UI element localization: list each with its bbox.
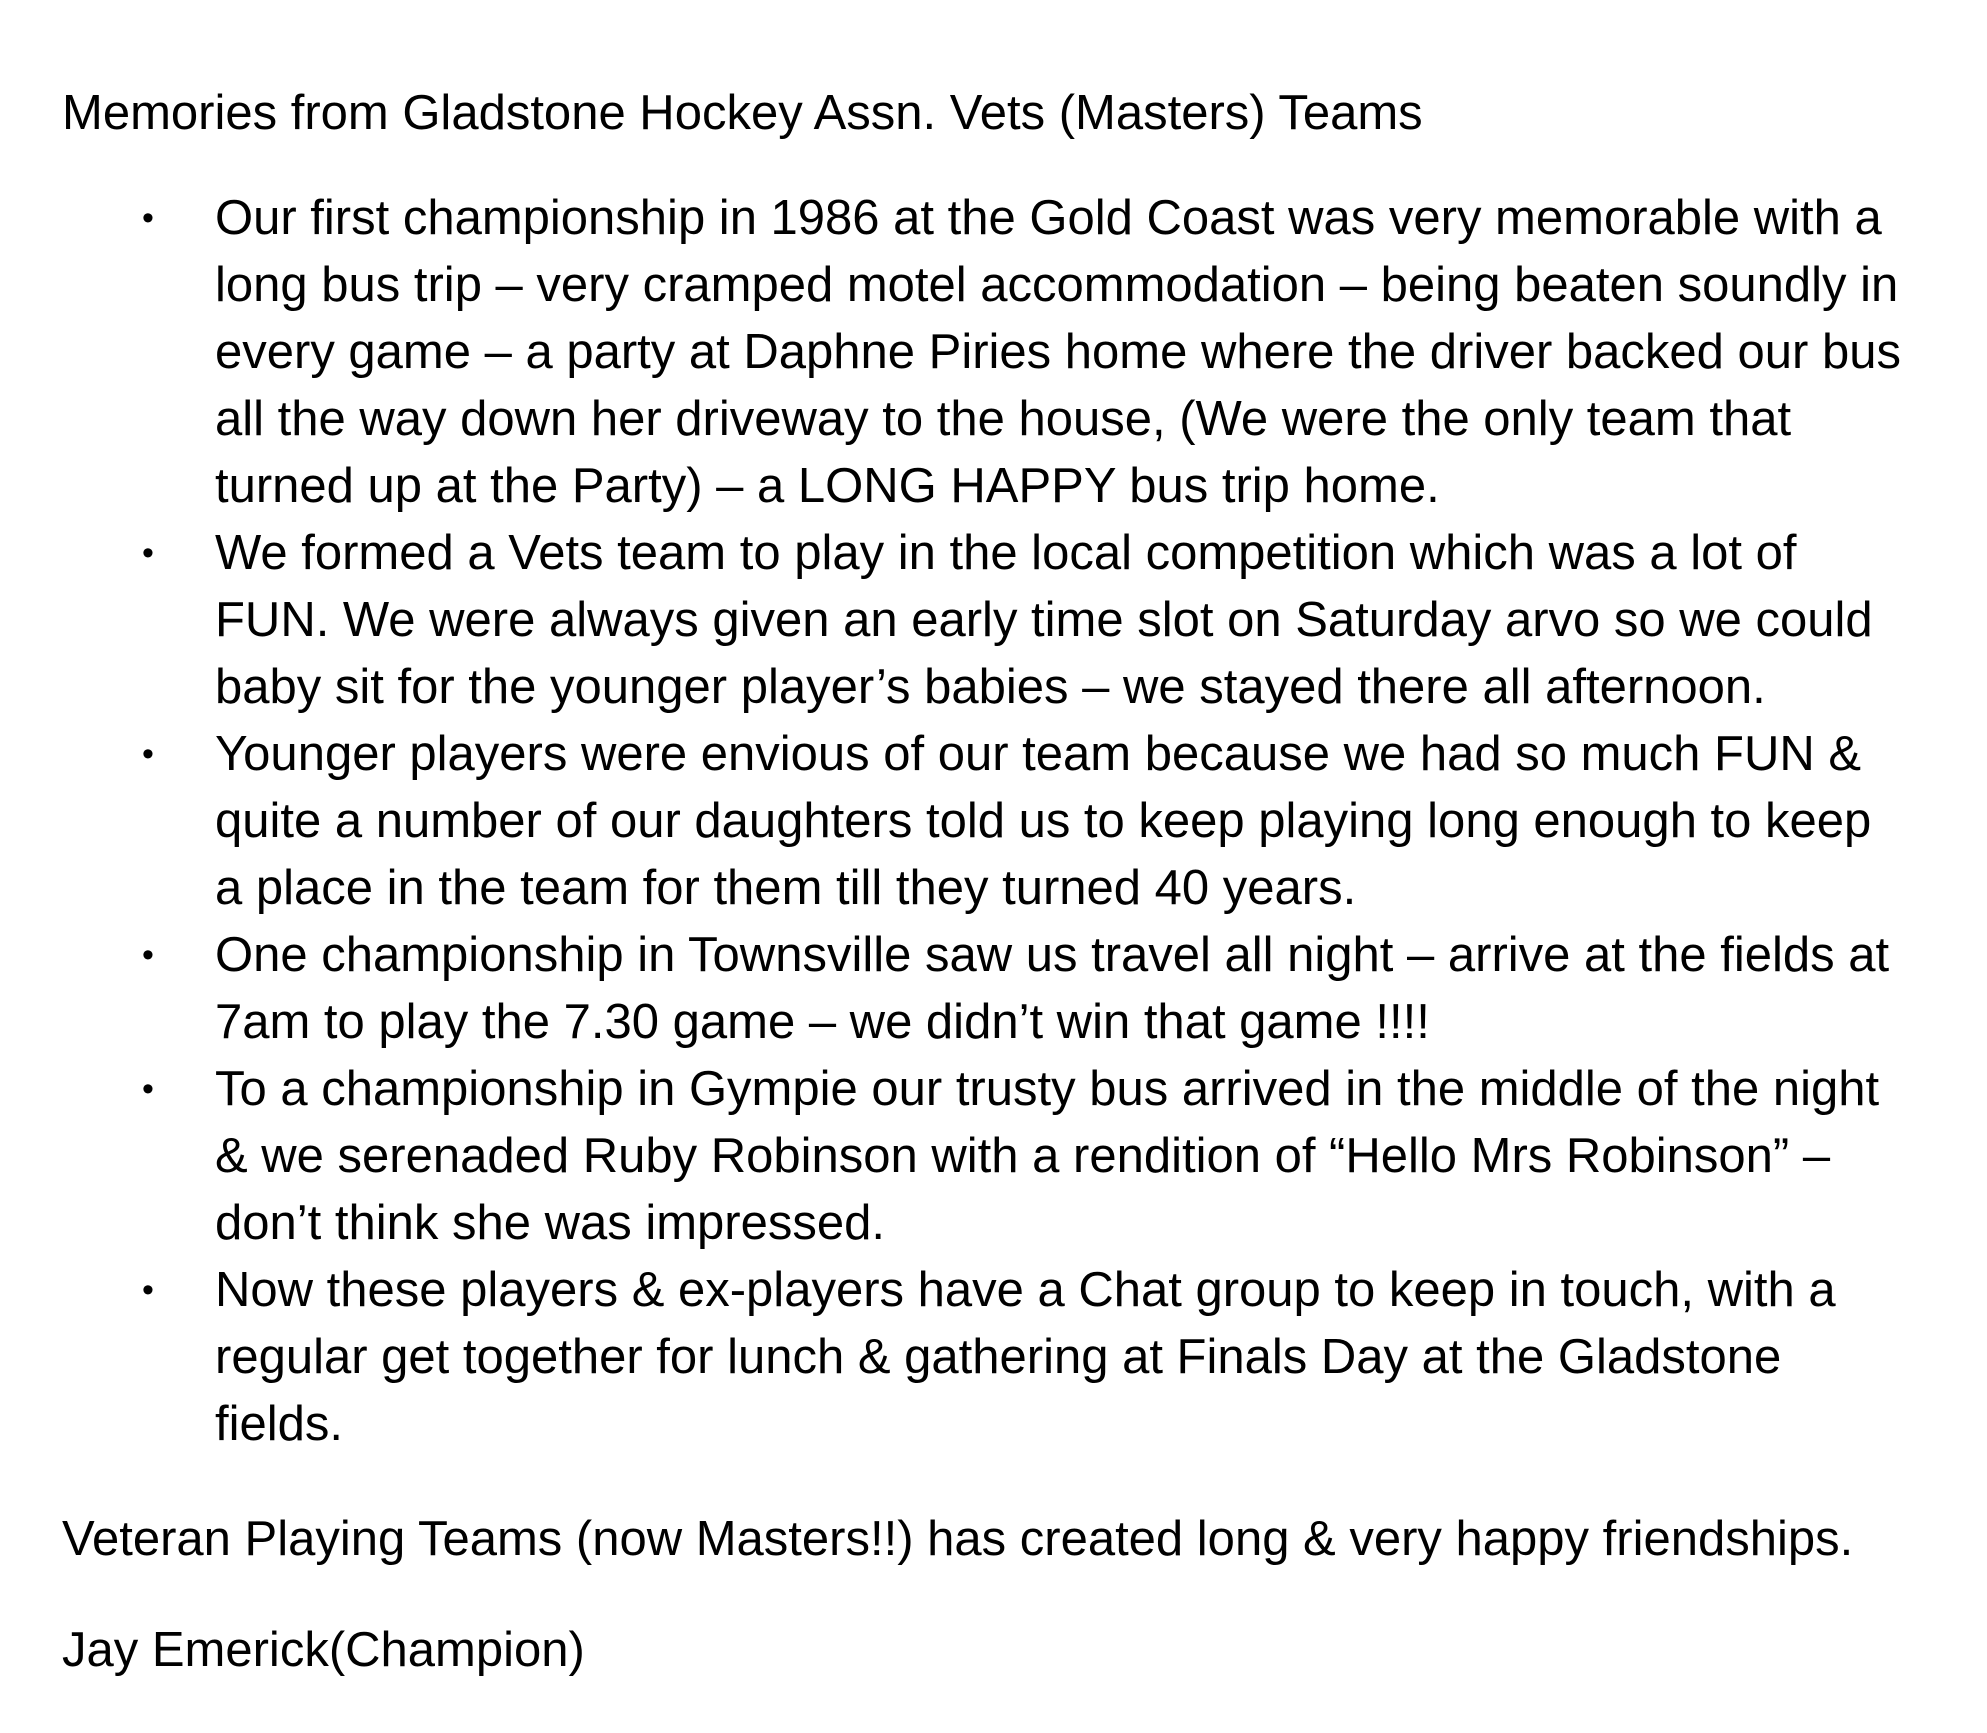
list-item — [62, 721, 1987, 922]
bullet-icon: • — [142, 199, 154, 237]
memory-line: Now these players & ex-players have a Chat group to keep in touch, with a — [215, 1263, 1836, 1317]
memory-line: a place in the team for them till they turned 40 years. — [215, 861, 1357, 915]
bullet-icon: • — [142, 534, 154, 572]
closing-statement: Veteran Playing Teams (now Masters!!) has created long & very happy friendships. — [62, 1512, 1854, 1566]
memory-line: all the way down her driveway to the house, (We were the only team that — [215, 392, 1792, 446]
memory-line: every game – a party at Daphne Piries home where the driver backed our bus — [215, 325, 1901, 379]
memories-list — [62, 185, 1962, 1458]
list-item — [62, 922, 1987, 1056]
memory-line: don’t think she was impressed. — [215, 1196, 885, 1250]
bullet-icon: • — [142, 936, 154, 974]
list-item — [62, 1056, 1987, 1257]
document-page — [62, 80, 1962, 1684]
memory-line: We formed a Vets team to play in the local competition which was a lot of — [215, 526, 1797, 580]
document-heading: Memories from Gladstone Hockey Assn. Vets (Masters) Teams — [62, 86, 1423, 140]
list-item — [62, 520, 1987, 721]
memory-line: long bus trip – very cramped motel accommodation – being beaten soundly in — [215, 258, 1899, 312]
bullet-icon: • — [142, 1271, 154, 1309]
bullet-icon: • — [142, 1070, 154, 1108]
memory-line: quite a number of our daughters told us to keep playing long enough to keep — [215, 794, 1872, 848]
list-item — [62, 185, 1987, 520]
memory-line: Our first championship in 1986 at the Gold Coast was very memorable with a — [215, 191, 1882, 245]
memory-line: Younger players were envious of our team because we had so much FUN & — [215, 727, 1862, 781]
memory-line: FUN. We were always given an early time slot on Saturday arvo so we could — [215, 593, 1873, 647]
bullet-icon: • — [142, 735, 154, 773]
memory-line: regular get together for lunch & gathering at Finals Day at the Gladstone — [215, 1330, 1782, 1384]
memory-line: One championship in Townsville saw us travel all night – arrive at the fields at — [215, 928, 1890, 982]
memory-line: 7am to play the 7.30 game – we didn’t win that game !!!! — [215, 995, 1430, 1049]
memory-line: fields. — [215, 1397, 344, 1451]
memory-line: baby sit for the younger player’s babies – we stayed there all afternoon. — [215, 660, 1766, 714]
list-item — [62, 1257, 1987, 1458]
memory-line: & we serenaded Ruby Robinson with a rendition of “Hello Mrs Robinson” – — [215, 1129, 1831, 1183]
memory-line: To a championship in Gympie our trusty bus arrived in the middle of the night — [215, 1062, 1880, 1116]
memory-line: turned up at the Party) – a LONG HAPPY bus trip home. — [215, 459, 1440, 513]
author-signature: Jay Emerick(Champion) — [62, 1623, 585, 1677]
